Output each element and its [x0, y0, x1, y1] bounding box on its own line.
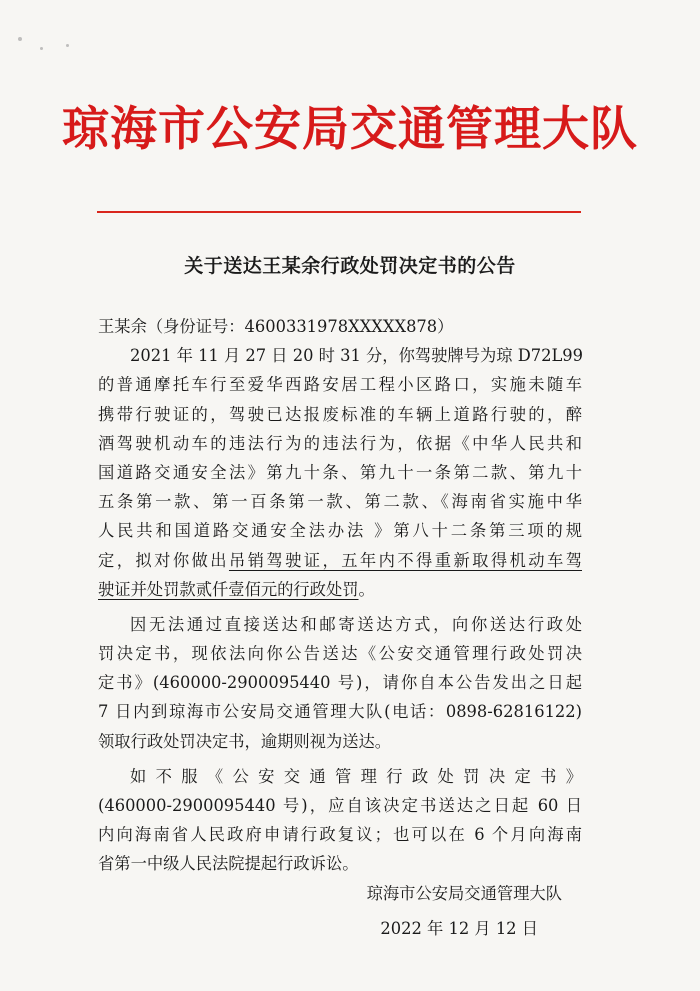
announcement-title: 关于送达王某余行政处罚决定书的公告 — [184, 255, 516, 277]
penalty-lead-text: 定，拟对你做出 — [98, 550, 229, 570]
penalty-end-text: 。 — [358, 579, 375, 599]
paragraph-line: 人民共和国道路交通安全法办法 》第八十二条第三项的规 — [98, 521, 582, 541]
addressee-line: 王某余（身份证号：4600331978XXXXX878） — [98, 317, 454, 336]
paragraph-line: 国道路交通安全法》第九十条、第九十一条第二款、第九十 — [98, 462, 582, 482]
paragraph-line: 如不服《公安交通管理行政处罚决定书》 — [130, 766, 582, 786]
paragraph-line: 携带行驶证的，驾驶已达报废标准的车辆上道路行驶的，醉 — [98, 404, 582, 424]
scan-speck — [66, 44, 69, 47]
issuer-signature: 琼海市公安局交通管理大队 — [366, 883, 562, 903]
issue-date: 2022 年 12 月 12 日 — [380, 918, 538, 938]
penalty-underlined-text: 驶证并处罚款贰仟壹佰元的行政处罚 — [98, 579, 359, 599]
penalty-underlined-text: 吊销驾驶证，五年内不得重新取得机动车驾 — [228, 550, 582, 570]
paragraph-line: 因无法通过直接送达和邮寄送达方式，向你送达行政处 — [130, 614, 582, 634]
paragraph-line: 的普通摩托车行至爱华西路安居工程小区路口，实施未随车 — [98, 375, 582, 395]
paragraph-line: 定书》(460000-2900095440 号)，请你自本公告发出之日起 — [98, 673, 582, 693]
scan-speck — [40, 47, 43, 50]
paragraph-line: 7 日内到琼海市公安局交通管理大队(电话：0898-62816122) — [98, 702, 582, 722]
paragraph-line: 罚决定书，现依法向你公告送达《公安交通管理行政处罚决 — [98, 644, 582, 664]
paragraph-line: (460000-2900095440 号)，应自该决定书送达之日起 60 日 — [98, 796, 582, 815]
announcement-body — [98, 312, 582, 943]
paragraph-line: 2021 年 11 月 27 日 20 时 31 分，你驾驶牌号为琼 D72L99 — [130, 346, 584, 366]
paragraph-line: 内向海南省人民政府申请行政复议；也可以在 6 个月向海南 — [98, 825, 582, 845]
letterhead-title: 琼海市公安局交通管理大队 — [62, 102, 638, 157]
paragraph-line: 领取行政处罚决定书，逾期则视为送达。 — [98, 731, 392, 751]
paragraph-line — [98, 575, 582, 604]
scan-speck — [18, 37, 22, 41]
paragraph-line: 酒驾驶机动车的违法行为的违法行为，依据《中华人民共和 — [98, 433, 582, 453]
paragraph-line: 五条第一款、第一百条第一款、第二款、《海南省实施中华 — [98, 492, 582, 512]
paragraph-line — [98, 546, 582, 575]
paragraph-line: 省第一中级人民法院提起行政诉讼。 — [98, 854, 359, 874]
letterhead-rule — [97, 211, 581, 213]
